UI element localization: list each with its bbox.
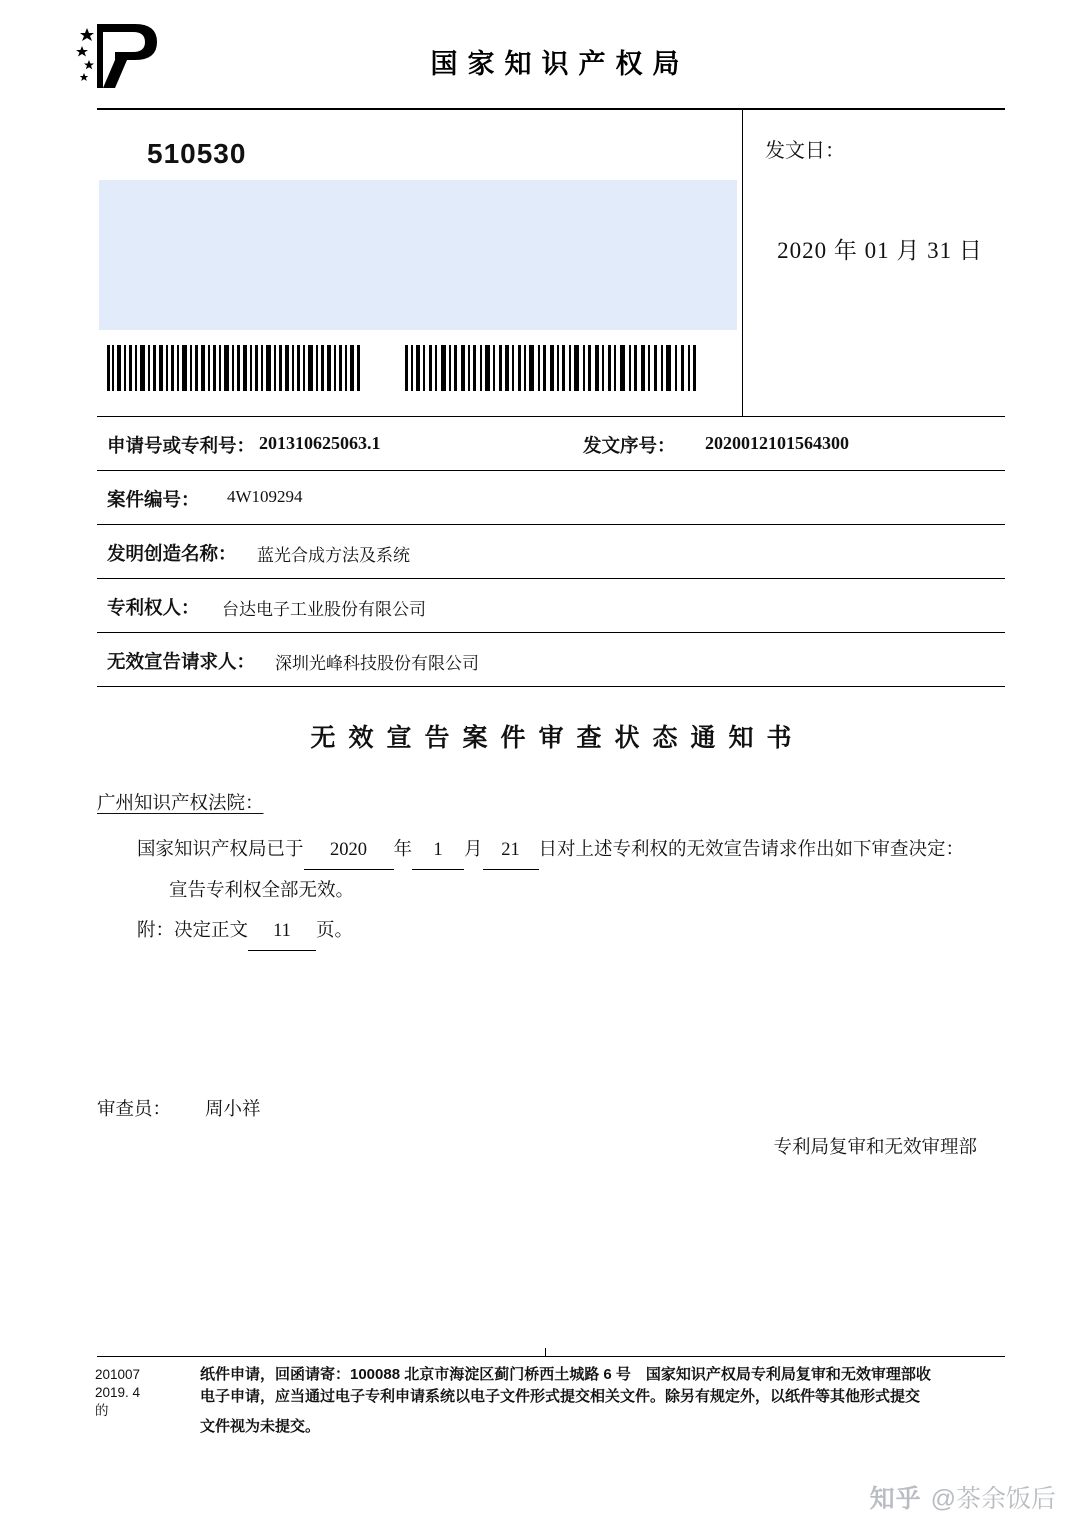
decision-day: 21 [483, 831, 539, 870]
zip-code: 510530 [147, 138, 247, 169]
watermark [870, 1479, 1056, 1515]
examiner-label: 审查员： [97, 1100, 172, 1120]
envelope-box [97, 108, 1005, 687]
decision-suffix: 日对上述专利权的无效宣告请求作出如下审查决定： [538, 840, 965, 860]
notice-body [97, 785, 1005, 951]
patentee-label: 专利权人： [107, 599, 200, 619]
info-row-application-number [97, 417, 1005, 471]
attachment-prefix: 附：决定正文 [137, 921, 249, 941]
petitioner-label: 无效宣告请求人： [107, 653, 256, 673]
invention-title-label: 发明创造名称： [107, 545, 237, 565]
attachment-pages: 11 [248, 912, 316, 951]
issue-date-label: 发文日： [765, 140, 845, 162]
footer-line-3: 文件视为未提交。 [200, 1418, 321, 1435]
document-header [0, 0, 1080, 108]
page-title: 国家知识产权局 [430, 49, 690, 79]
form-number-block [95, 1366, 140, 1420]
notice-title: 无效宣告案件审查状态通知书 [310, 725, 805, 752]
info-row-invention-title [97, 525, 1005, 579]
decision-paragraph [97, 831, 1005, 870]
decision-month-unit: 月 [464, 840, 483, 860]
decision-result: 宣告专利权全部无效。 [169, 881, 355, 901]
footer-tick-mark [545, 1348, 546, 1357]
examiner-name: 周小祥 [205, 1100, 261, 1120]
examiner-line [97, 1095, 261, 1121]
patentee-value: 台达电子工业股份有限公司 [222, 600, 426, 619]
decision-prefix: 国家知识产权局已于 [137, 840, 304, 860]
decision-year: 2020 [304, 831, 394, 870]
serial-number-value: 2020012101564300 [705, 433, 849, 453]
cnipa-emblem-icon [75, 20, 175, 92]
divider [742, 110, 743, 416]
form-date: 2019. 4 [95, 1385, 141, 1400]
case-number-value: 4W109294 [227, 487, 303, 506]
envelope-top-row [97, 110, 1005, 417]
watermark-logo: 知乎 [869, 1485, 922, 1513]
department-name: 专利局复审和无效审理部 [773, 1138, 977, 1158]
petitioner-value: 深圳光峰科技股份有限公司 [275, 654, 479, 673]
footer-notes [200, 1364, 990, 1438]
address-block [99, 180, 737, 330]
info-row-case-number [97, 471, 1005, 525]
footer-line-2: 电子申请，应当通过电子专利申请系统以电子文件形式提交相关文件。除另有规定外，以纸件等其他形式提交 [200, 1388, 921, 1405]
info-row-petitioner [97, 633, 1005, 687]
footer-line-1: 纸件申请，回函请寄：100088 北京市海淀区蓟门桥西土城路 6 号 国家知识产权局专利局复审和无效审理部收 [200, 1366, 931, 1383]
attachment-suffix: 页。 [316, 921, 354, 941]
decision-year-unit: 年 [393, 840, 413, 860]
application-number-value: 201310625063.1 [259, 433, 381, 453]
barcode-icon [107, 345, 361, 391]
attachment-paragraph [97, 912, 1005, 951]
application-number-label: 申请号或专利号： [107, 437, 256, 457]
watermark-handle: @茶余饭后 [930, 1485, 1056, 1513]
recipient-line: 广州知识产权法院： [97, 794, 264, 814]
form-number: 201007 [95, 1367, 141, 1382]
barcode-area [103, 345, 735, 391]
barcode-icon [405, 345, 697, 391]
footer-divider [97, 1356, 1005, 1357]
form-suffix: 的 [95, 1403, 109, 1418]
issue-date-value: 2020 年 01 月 31 日 [777, 238, 983, 263]
serial-number-label: 发文序号： [583, 437, 676, 457]
invention-title-value: 蓝光合成方法及系统 [257, 546, 410, 565]
info-row-patentee [97, 579, 1005, 633]
decision-month: 1 [412, 831, 464, 870]
case-number-label: 案件编号： [107, 491, 200, 511]
